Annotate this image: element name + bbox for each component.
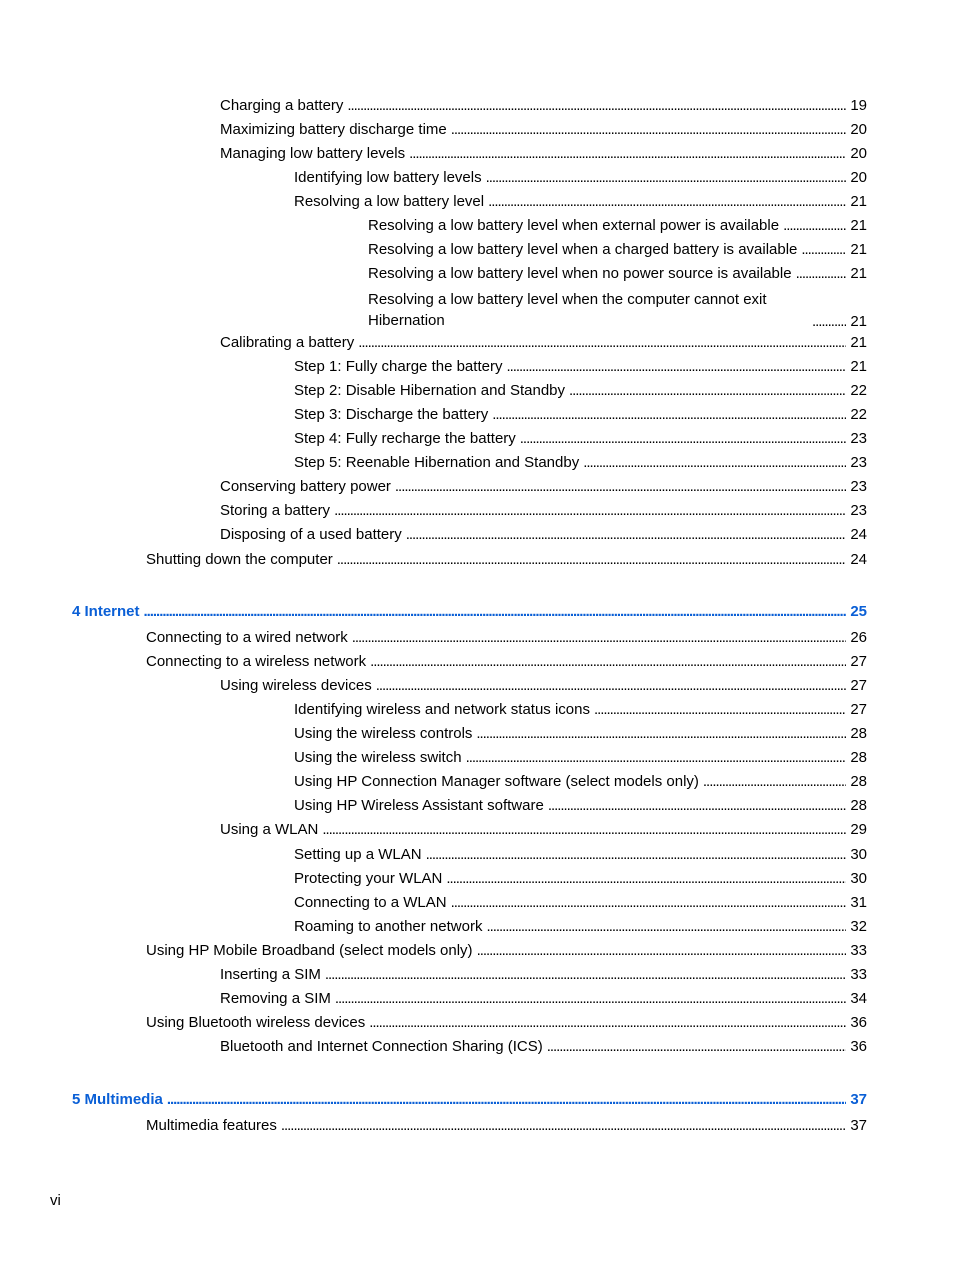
toc-entry-page: 28 bbox=[850, 725, 867, 742]
toc-entry-title: Using a WLAN bbox=[220, 821, 319, 838]
toc-entry-title: Using HP Mobile Broadband (select models only) bbox=[146, 942, 473, 959]
toc-entry-page: 28 bbox=[850, 797, 867, 814]
toc-entry[interactable] bbox=[294, 358, 867, 376]
dot-leader bbox=[488, 193, 846, 211]
toc-entry[interactable] bbox=[220, 990, 867, 1008]
dot-leader bbox=[281, 1117, 846, 1135]
toc-entry[interactable] bbox=[220, 478, 867, 496]
dot-leader bbox=[337, 551, 847, 569]
toc-entry-title: Resolving a low battery level when no power source is available bbox=[368, 265, 792, 282]
toc-entry-title: Step 2: Disable Hibernation and Standby bbox=[294, 382, 566, 399]
dot-leader bbox=[325, 966, 846, 984]
toc-entry-title: Shutting down the computer bbox=[146, 551, 333, 568]
toc-entry-page: 30 bbox=[850, 846, 867, 863]
toc-entry[interactable] bbox=[294, 918, 867, 936]
toc-entry-title: Using Bluetooth wireless devices bbox=[146, 1014, 366, 1031]
toc-entry-title: Multimedia features bbox=[146, 1117, 277, 1134]
dot-leader bbox=[520, 430, 847, 448]
dot-leader bbox=[376, 677, 847, 695]
toc-entry[interactable] bbox=[220, 821, 867, 839]
dot-leader bbox=[801, 241, 846, 259]
dot-leader bbox=[335, 990, 846, 1008]
toc-entry[interactable] bbox=[294, 382, 867, 400]
toc-entry[interactable] bbox=[368, 217, 867, 235]
toc-entry[interactable] bbox=[294, 870, 867, 888]
toc-entry[interactable] bbox=[294, 701, 867, 719]
toc-entry-title: Connecting to a WLAN bbox=[294, 894, 447, 911]
page-number: vi bbox=[50, 1192, 61, 1209]
dot-leader bbox=[451, 121, 847, 139]
toc-entry[interactable] bbox=[220, 145, 867, 163]
toc-entry-page: 30 bbox=[850, 870, 867, 887]
dot-leader bbox=[406, 526, 847, 544]
toc-entry-page: 21 bbox=[850, 334, 867, 351]
dot-leader bbox=[352, 629, 847, 647]
toc-entry-title: Protecting your WLAN bbox=[294, 870, 443, 887]
toc-entry[interactable] bbox=[368, 265, 867, 283]
dot-leader bbox=[451, 894, 847, 912]
toc-entry[interactable] bbox=[220, 97, 867, 115]
toc-entry-page: 23 bbox=[850, 454, 867, 471]
toc-entry[interactable] bbox=[294, 406, 867, 424]
toc-entry-page: 27 bbox=[850, 701, 867, 718]
toc-entry-page: 25 bbox=[850, 603, 867, 620]
toc-entry-title: Identifying wireless and network status icons bbox=[294, 701, 590, 718]
toc-entry[interactable] bbox=[294, 749, 867, 767]
toc-entry[interactable] bbox=[294, 193, 867, 211]
toc-entry[interactable] bbox=[220, 334, 867, 352]
dot-leader bbox=[334, 502, 846, 520]
toc-entry-title: Step 1: Fully charge the battery bbox=[294, 358, 503, 375]
dot-leader bbox=[583, 454, 846, 472]
toc-entry-title: 5 Multimedia bbox=[72, 1091, 163, 1108]
toc-entry-title: Using the wireless switch bbox=[294, 749, 462, 766]
toc-entry-page: 27 bbox=[850, 677, 867, 694]
toc-entry[interactable] bbox=[294, 797, 867, 815]
toc-entry-page: 36 bbox=[850, 1038, 867, 1055]
toc-entry-title: Resolving a low battery level when a charged battery is available bbox=[368, 241, 798, 258]
toc-entry[interactable] bbox=[146, 653, 867, 671]
toc-entry[interactable] bbox=[294, 846, 867, 864]
toc-entry-page: 20 bbox=[850, 121, 867, 138]
dot-leader bbox=[783, 217, 846, 235]
toc-entry-title: Using the wireless controls bbox=[294, 725, 473, 742]
dot-leader bbox=[395, 478, 846, 496]
toc-entry-title: Resolving a low battery level when external power is available bbox=[368, 217, 780, 234]
toc-chapter[interactable] bbox=[72, 603, 867, 621]
toc-entry[interactable] bbox=[368, 241, 867, 259]
dot-leader bbox=[812, 313, 846, 331]
toc-entry-page: 37 bbox=[850, 1117, 867, 1134]
toc-entry-page: 23 bbox=[850, 430, 867, 447]
toc-entry-page: 21 bbox=[850, 358, 867, 375]
toc-entry[interactable] bbox=[220, 966, 867, 984]
toc-entry-title: Setting up a WLAN bbox=[294, 846, 422, 863]
toc-entry[interactable] bbox=[220, 502, 867, 520]
toc-entry[interactable] bbox=[294, 454, 867, 472]
dot-leader bbox=[322, 821, 846, 839]
toc-entry-title: Step 3: Discharge the battery bbox=[294, 406, 489, 423]
toc-entry-title: Using HP Wireless Assistant software bbox=[294, 797, 544, 814]
toc-entry[interactable] bbox=[294, 894, 867, 912]
toc-entry-page: 22 bbox=[850, 382, 867, 399]
dot-leader bbox=[446, 870, 846, 888]
toc-entry[interactable] bbox=[146, 551, 867, 569]
toc-entry-title: Resolving a low battery level bbox=[294, 193, 485, 210]
dot-leader bbox=[547, 1038, 847, 1056]
toc-entry-title: Removing a SIM bbox=[220, 990, 331, 1007]
toc-entry-title: Step 5: Reenable Hibernation and Standby bbox=[294, 454, 580, 471]
toc-entry[interactable] bbox=[146, 1014, 867, 1032]
toc-entry[interactable] bbox=[220, 526, 867, 544]
toc-entry-title: Storing a battery bbox=[220, 502, 331, 519]
dot-leader bbox=[358, 334, 846, 352]
dot-leader bbox=[167, 1091, 846, 1109]
toc-entry-page: 24 bbox=[850, 526, 867, 543]
toc-entry-page: 20 bbox=[850, 169, 867, 186]
toc-entry[interactable] bbox=[220, 1038, 867, 1056]
toc-entry[interactable] bbox=[294, 725, 867, 743]
toc-entry-page: 21 bbox=[850, 193, 867, 210]
toc-entry[interactable] bbox=[220, 677, 867, 695]
toc-entry[interactable] bbox=[146, 1117, 867, 1135]
dot-leader bbox=[492, 406, 846, 424]
toc-entry-page: 28 bbox=[850, 749, 867, 766]
dot-leader bbox=[569, 382, 846, 400]
dot-leader bbox=[506, 358, 846, 376]
toc-entry-page: 23 bbox=[850, 502, 867, 519]
toc-entry-title: Using wireless devices bbox=[220, 677, 372, 694]
toc-entry-page: 28 bbox=[850, 773, 867, 790]
toc-entry-title: Connecting to a wireless network bbox=[146, 653, 367, 670]
toc-entry-title: Roaming to another network bbox=[294, 918, 483, 935]
toc-entry-title: Managing low battery levels bbox=[220, 145, 406, 162]
dot-leader bbox=[369, 1014, 846, 1032]
toc-entry-title: Step 4: Fully recharge the battery bbox=[294, 430, 516, 447]
dot-leader bbox=[548, 797, 847, 815]
dot-leader bbox=[796, 265, 847, 283]
toc-entry-title: Disposing of a used battery bbox=[220, 526, 402, 543]
toc-entry[interactable] bbox=[294, 169, 867, 187]
dot-leader bbox=[347, 97, 846, 115]
dot-leader bbox=[144, 603, 847, 621]
toc-entry-title: Charging a battery bbox=[220, 97, 344, 114]
toc-entry[interactable] bbox=[294, 430, 867, 448]
toc-entry-page: 33 bbox=[850, 942, 867, 959]
toc-entry-title: 4 Internet bbox=[72, 603, 140, 620]
dot-leader bbox=[486, 169, 847, 187]
toc-entry-page: 31 bbox=[850, 894, 867, 911]
toc-entry-page: 21 bbox=[850, 313, 867, 330]
dot-leader bbox=[409, 145, 846, 163]
dot-leader bbox=[703, 773, 846, 791]
toc-entry-page: 32 bbox=[850, 918, 867, 935]
toc-entry-page: 19 bbox=[850, 97, 867, 114]
toc-entry-title: Connecting to a wired network bbox=[146, 629, 348, 646]
toc-entry-page: 22 bbox=[850, 406, 867, 423]
toc-entry[interactable] bbox=[146, 942, 867, 960]
toc-entry-page: 23 bbox=[850, 478, 867, 495]
toc-entry-title: Using HP Connection Manager software (select models only) bbox=[294, 773, 699, 790]
toc-entry-page: 37 bbox=[850, 1091, 867, 1108]
toc-entry-page: 24 bbox=[850, 551, 867, 568]
toc-entry[interactable] bbox=[294, 773, 867, 791]
dot-leader bbox=[594, 701, 846, 719]
dot-leader bbox=[477, 942, 847, 960]
dot-leader bbox=[486, 918, 846, 936]
toc-entry-page: 27 bbox=[850, 653, 867, 670]
toc-entry[interactable] bbox=[368, 289, 867, 331]
toc-entry-page: 21 bbox=[850, 217, 867, 234]
toc-entry-title: Inserting a SIM bbox=[220, 966, 321, 983]
toc-entry-title: Bluetooth and Internet Connection Sharing (ICS) bbox=[220, 1038, 543, 1055]
toc-entry-title: Conserving battery power bbox=[220, 478, 391, 495]
toc-entry-title: Maximizing battery discharge time bbox=[220, 121, 447, 138]
toc-entry-title: Resolving a low battery level when the computer cannot exit Hibernation bbox=[368, 291, 767, 329]
toc-entry[interactable] bbox=[146, 629, 867, 647]
dot-leader bbox=[426, 846, 847, 864]
toc-entry-page: 20 bbox=[850, 145, 867, 162]
toc-chapter[interactable] bbox=[72, 1091, 867, 1109]
toc-entry-page: 36 bbox=[850, 1014, 867, 1031]
toc-entry-page: 29 bbox=[850, 821, 867, 838]
dot-leader bbox=[370, 653, 846, 671]
dot-leader bbox=[466, 749, 847, 767]
toc-entry-title: Identifying low battery levels bbox=[294, 169, 482, 186]
toc-entry-page: 26 bbox=[850, 629, 867, 646]
dot-leader bbox=[476, 725, 846, 743]
toc-entry-page: 34 bbox=[850, 990, 867, 1007]
toc-entry-title: Calibrating a battery bbox=[220, 334, 355, 351]
toc-entry-page: 21 bbox=[850, 241, 867, 258]
toc-entry[interactable] bbox=[220, 121, 867, 139]
toc-entry-page: 33 bbox=[850, 966, 867, 983]
toc-entry-page: 21 bbox=[850, 265, 867, 282]
